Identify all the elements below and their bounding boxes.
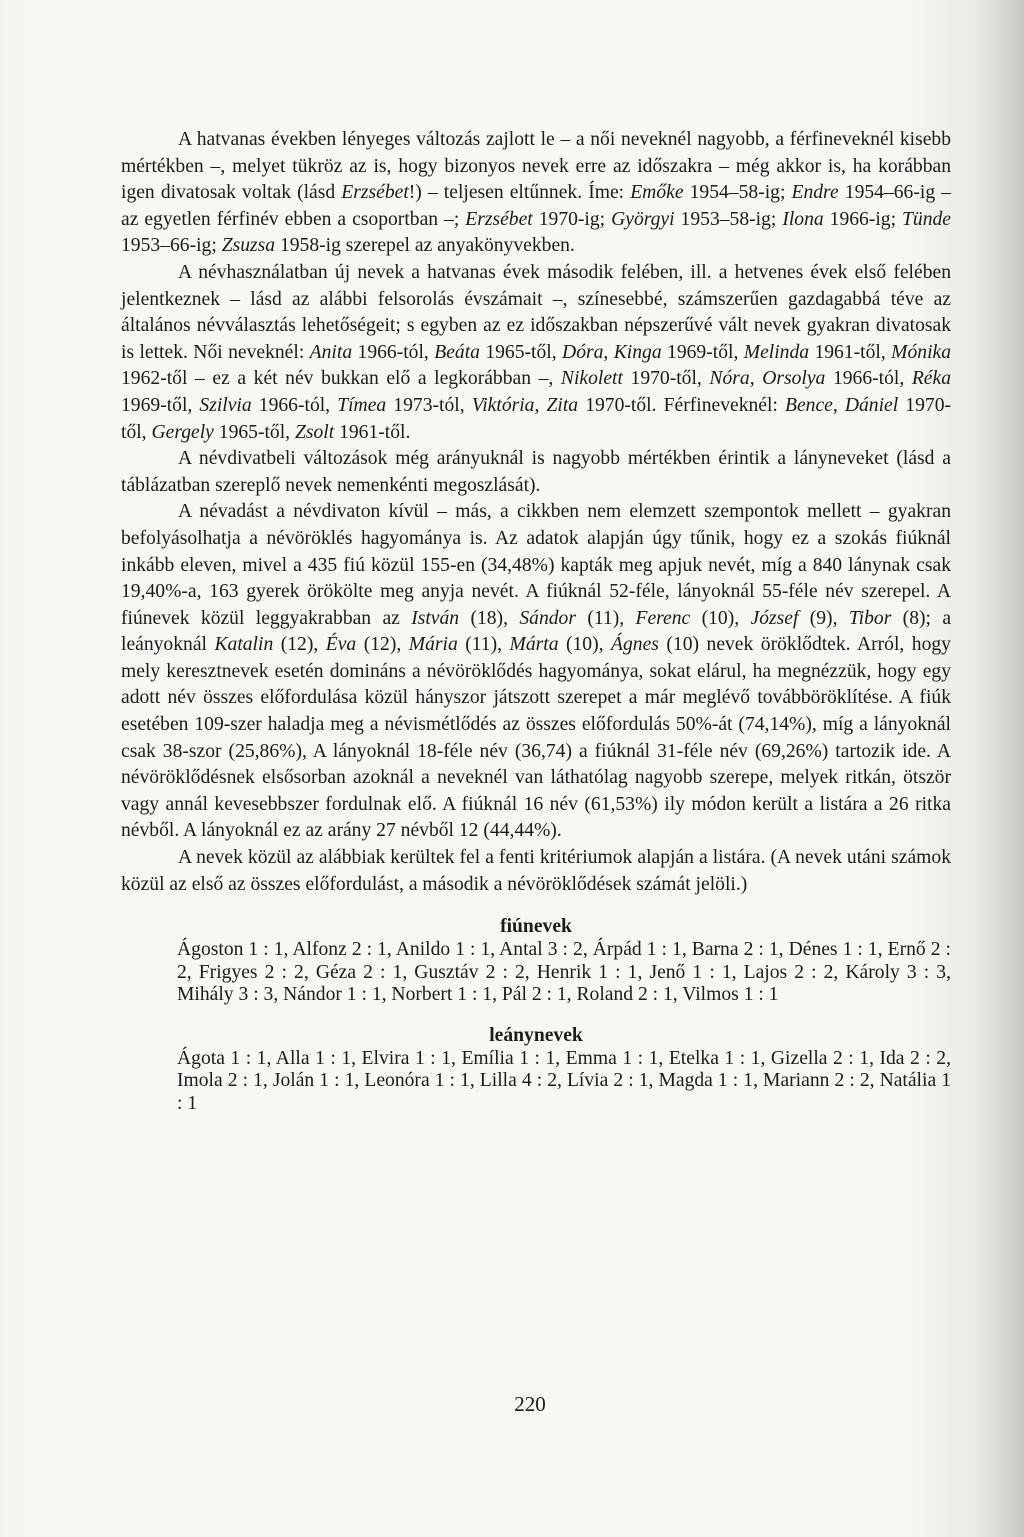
italic-name: Anita — [309, 341, 353, 363]
italic-name: Emőke — [630, 182, 684, 204]
italic-name: Sándor — [519, 607, 576, 629]
italic-name: Melinda — [743, 341, 810, 363]
italic-name: Zsuzsa — [221, 235, 276, 257]
italic-name: Mária — [408, 634, 458, 656]
italic-name: Kinga — [613, 341, 662, 363]
italic-name: Katalin — [214, 634, 274, 656]
girls-list-heading: leánynevek — [489, 1024, 583, 1046]
paragraph-name-inheritance: A névadást a névdivaton kívül – más, a cikkben nem elemzett szempontok mellett – gyakran befolyásolhatja a névöröklés hagyománya is. Az adatok alapján úgy tűnik, hogy ez a szokás fiúknál inkább eleven, mivel a 435 fiú közül 155-en (34,48%) kapták meg apjuk nevét, míg a 840 lánynak csak 19,40%-a, 163 gyerek örökölte meg anyja nevét. A fiúknál 52-féle, lányoknál 55-féle név szerepel. A fiúnevek közül leggyakrabban az István (18), Sándor (11), Ferenc (10), József (9), Tibor (8); a leányoknál Katalin (12), Éva (12), Mária (11), Márta (10), Ágnes (10) nevek öröklődtek. Arról, hogy mely keresztnevek esetén domináns a névöröklődés hagyománya, sokat elárul, ha megnézzük, hogy egy adott név összes előfordulása közül hányszor játszott szerepet a már meglévő továbböröklítése. A fiúk esetében 109-szer haladja meg a névismétlődés az összes előfordulás 50%-át (74,14%), míg a lányoknál csak 38-szor (25,86%), A lányoknál 18-féle név (36,74) a fiúknál 31-féle név (69,26%) tartozik ide. A névöröklődésnek elsősorban azoknál a neveknél van láthatólag nagyobb szerepe, melyek ritkán, ötször vagy annál kevesebbszer fordulnak elő. A fiúknál 16 név (61,53%) ily módon került a listára a 26 ritka névből. A lányoknál ez az arány 27 névből 12 (44,44%). — [121, 501, 952, 842]
italic-name: Ágnes — [611, 634, 659, 656]
italic-name: Erzsébet — [341, 182, 409, 204]
italic-name: Beáta — [434, 341, 480, 363]
italic-name: Tünde — [902, 208, 951, 230]
italic-name: Bence — [784, 394, 833, 416]
paragraph-list-intro: A nevek közül az alábbiak kerültek fel a fenti kritériumok alapján a listára. (A nevek utáni számok közül az első az összes előfordulást, a második a névöröklődések számát jelöli.) — [121, 847, 951, 895]
boys-name-list: Ágoston 1 : 1, Alfonz 2 : 1, Anildo 1 : 1, Antal 3 : 2, Árpád 1 : 1, Barna 2 : 1, Dénes 1 : 1, Ernő 2 : 2, Frigyes 2 : 2, Géza 2 : 1, Gusztáv 2 : 2, Henrik 1 : 1, Jenő 1 : 1, Lajos 2 : 2, Károly 3 : 3, Mihály 3 : 3, Nándor 1 : 1, Norbert 1 : 1, Pál 2 : 1, Roland 2 : 1, Vilmos 1 : 1 — [177, 939, 951, 1006]
italic-name: Zsolt — [294, 421, 335, 443]
page-number: 220 — [514, 1392, 546, 1416]
italic-name: Györgyi — [611, 208, 675, 230]
boys-list-heading: fiúnevek — [500, 916, 572, 938]
italic-name: Tímea — [337, 394, 387, 416]
italic-name: Dániel — [844, 394, 899, 416]
italic-name: Nikolett — [560, 368, 623, 390]
italic-name: István — [411, 607, 460, 629]
paragraph-gender-distribution: A névdivatbeli változások még arányuknál is nagyobb mértékben érintik a lányneveket (lásd a táblázatban szereplő nevek nemenkénti megoszlását). — [121, 448, 951, 496]
girls-name-list: Ágota 1 : 1, Alla 1 : 1, Elvira 1 : 1, Emília 1 : 1, Emma 1 : 1, Etelka 1 : 1, Gizella 2 : 1, Ida 2 : 2, Imola 2 : 1, Jolán 1 : 1, Leonóra 1 : 1, Lilla 4 : 2, Lívia 2 : 1, Magda 1 : 1, Mariann 2 : 2, Natália 1 : 1 — [177, 1047, 951, 1114]
italic-name: Tibor — [848, 607, 892, 629]
paragraph-new-names: A névhasználatban új nevek a hatvanas évek második felében, ill. a hetvenes évek első felében jelentkeznek – lásd az alábbi felsorolás évszámait –, színesebbé, számszerűen gazdagabbá téve az általános névválasztás lehetőségeit; s egyben az ez időszakban népszerűvé vált nevek gyakran divatosak is lettek. Női neveknél: Anita 1966-tól, Beáta 1965-től, Dóra, Kinga 1969-től, Melinda 1961-től, Mónika 1962-től – ez a két név bukkan elő a legkorábban –, Nikolett 1970-től, Nóra, Orsolya 1966-tól, Réka 1969-től, Szilvia 1966-tól, Tímea 1973-tól, Viktória, Zita 1970-től. Férfineveknél: Bence, Dániel 1970-től, Gergely 1965-től, Zsolt 1961-től. — [121, 261, 952, 443]
italic-name: Dóra — [562, 341, 604, 363]
italic-name: Nóra — [709, 368, 750, 390]
italic-name: Endre — [791, 182, 839, 204]
italic-name: Orsolya — [762, 368, 826, 390]
italic-name: Ilona — [782, 208, 824, 230]
italic-name: Gergely — [151, 421, 214, 443]
italic-name: Éva — [325, 634, 357, 656]
italic-name: Márta — [509, 634, 559, 656]
italic-name: Viktória — [471, 394, 535, 416]
italic-name: József — [750, 607, 799, 629]
italic-name: Erzsébet — [465, 208, 533, 230]
italic-name: Ferenc — [635, 607, 691, 629]
page-body-text — [121, 127, 951, 1115]
italic-name: Szilvia — [199, 394, 252, 416]
italic-name: Zita — [546, 394, 579, 416]
italic-name: Mónika — [891, 341, 952, 363]
italic-name: Réka — [911, 368, 952, 390]
paragraph-name-changes-sixties: A hatvanas években lényeges változás zajlott le – a női neveknél nagyobb, a férfineveknél kisebb mértékben –, melyet tükröz az is, hogy bizonyos nevek erre az időszakra – még akkor is, ha korábban igen divatosak voltak (lásd Erzsébet!) – teljesen eltűnnek. Íme: Emőke 1954–58-ig; Endre 1954–66-ig – az egyetlen férfinév ebben a csoportban –; Erzsébet 1970-ig; Györgyi 1953–58-ig; Ilona 1966-ig; Tünde 1953–66-ig; Zsuzsa 1958-ig szerepel az anyakönyvekben. — [121, 129, 952, 257]
